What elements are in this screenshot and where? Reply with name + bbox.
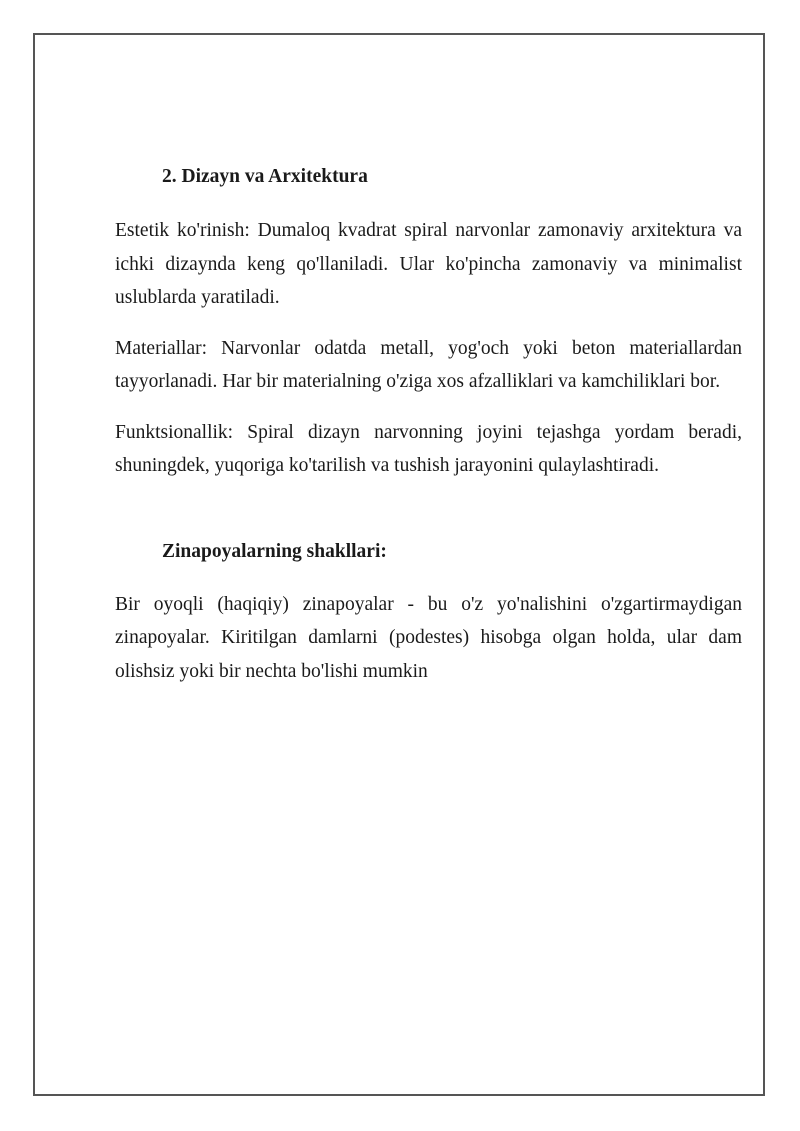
- document-body: [115, 160, 742, 688]
- paragraph-functionality: Funktsionallik: Spiral dizayn narvonning joyini tejashga yordam beradi, shuningdek, yuqoriga ko'tarilish va tushish jarayonini qulaylashtiradi.: [115, 421, 742, 476]
- section-heading-design: 2. Dizayn va Arxitektura: [162, 166, 368, 187]
- section-heading-stair-shapes: Zinapoyalarning shakllari:: [162, 540, 387, 562]
- paragraph-materials: Materiallar: Narvonlar odatda metall, yog'och yoki beton materiallardan tayyorlanadi. Har bir materialning o'ziga xos afzalliklari va kamchiliklari bor.: [115, 337, 742, 392]
- paragraph-single-flight: Bir oyoqli (haqiqiy) zinapoyalar - bu o'z yo'nalishini o'zgartirmaydigan zinapoyalar. Kiritilgan damlarni (podestes) hisobga olgan holda, ular dam olishsiz yoki bir nechta bo'lishi mumkin: [115, 593, 742, 682]
- paragraph-aesthetics: Estetik ko'rinish: Dumaloq kvadrat spiral narvonlar zamonaviy arxitektura va ichki dizaynda keng qo'llaniladi. Ular ko'pincha zamonaviy va minimalist uslublarda yaratiladi.: [115, 220, 742, 308]
